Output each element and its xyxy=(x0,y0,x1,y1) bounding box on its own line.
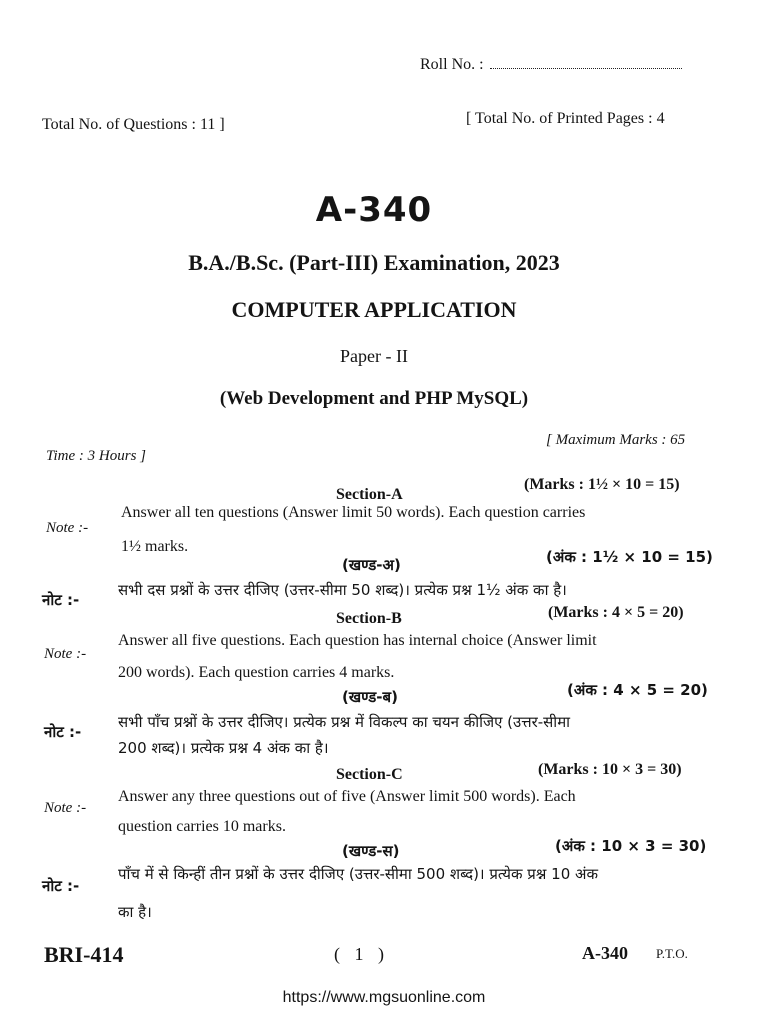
please-turn-over: P.T.O. xyxy=(656,946,688,961)
source-url: https://www.mgsuonline.com xyxy=(282,989,486,1006)
section-b-hindi-line2: 200 शब्द)। प्रत्येक प्रश्न 4 अंक का है। xyxy=(118,739,329,757)
section-a-note-line1: Answer all ten questions (Answer limit 50 words). Each question carries xyxy=(121,504,586,521)
section-c-marks: (Marks : 10 × 3 = 30) xyxy=(538,761,682,778)
time-allowed: Time : 3 Hours ] xyxy=(46,448,147,464)
maximum-marks: [ Maximum Marks : 65 xyxy=(546,432,686,448)
section-c-hindi-note-label: नोट :- xyxy=(42,877,80,895)
examination-title: B.A./B.Sc. (Part-III) Examination, 2023 xyxy=(188,250,560,275)
subject-title: COMPUTER APPLICATION xyxy=(231,297,517,322)
section-c-hindi-marks: (अंक : 10 × 3 = 30) xyxy=(555,837,707,855)
section-c-hindi-line1: पाँच में से किन्हीं तीन प्रश्नों के उत्तर दीजिए (उत्तर-सीमा 500 शब्द)। प्रत्येक प्रश्न 10 अंक xyxy=(118,865,598,883)
section-b-hindi-note-label: नोट :- xyxy=(44,723,82,741)
section-c-note-line2: question carries 10 marks. xyxy=(118,818,286,835)
footer-series-code: BRI-414 xyxy=(44,942,124,967)
section-b-heading: Section-B xyxy=(336,610,402,627)
section-c-note-label: Note :- xyxy=(44,800,87,816)
section-b-note-label: Note :- xyxy=(44,646,87,662)
section-a-hindi-line1: सभी दस प्रश्नों के उत्तर दीजिए (उत्तर-सीमा 50 शब्द)। प्रत्येक प्रश्न 1½ अंक का है। xyxy=(118,581,567,599)
section-b-hindi-heading: (खण्ड-ब) xyxy=(342,688,398,706)
section-c-hindi-heading: (खण्ड-स) xyxy=(342,842,400,860)
section-b-note-line2: 200 words). Each question carries 4 marks. xyxy=(118,664,395,681)
section-b-hindi-marks: (अंक : 4 × 5 = 20) xyxy=(567,681,708,699)
roll-number-line xyxy=(420,56,682,74)
section-a-marks: (Marks : 1½ × 10 = 15) xyxy=(524,476,680,493)
roll-number-label: Roll No. : xyxy=(420,56,484,73)
footer-paper-code: A-340 xyxy=(582,943,628,963)
paper-number: Paper - II xyxy=(340,346,408,366)
section-a-note-label: Note :- xyxy=(46,520,89,536)
roll-number-blank xyxy=(490,56,682,69)
section-c-note-line1: Answer any three questions out of five (Answer limit 500 words). Each xyxy=(118,788,576,805)
section-a-note-line2: 1½ marks. xyxy=(121,538,189,555)
section-a-hindi-heading: (खण्ड-अ) xyxy=(342,556,401,574)
paper-code-title: A-340 xyxy=(315,190,433,230)
section-a-hindi-note-label: नोट :- xyxy=(42,591,80,609)
section-a-hindi-marks: (अंक : 1½ × 10 = 15) xyxy=(546,548,713,566)
section-b-hindi-line1: सभी पाँच प्रश्नों के उत्तर दीजिए। प्रत्येक प्रश्न में विकल्प का चयन कीजिए (उत्तर-सीमा xyxy=(118,713,571,731)
total-printed-pages: [ Total No. of Printed Pages : 4 xyxy=(466,110,665,127)
page-number: ( 1 ) xyxy=(334,944,384,964)
section-a-heading: Section-A xyxy=(336,486,403,503)
section-b-marks: (Marks : 4 × 5 = 20) xyxy=(548,604,684,621)
section-c-heading: Section-C xyxy=(336,766,403,783)
total-questions: Total No. of Questions : 11 ] xyxy=(42,116,225,133)
paper-topic: (Web Development and PHP MySQL) xyxy=(219,388,529,409)
section-c-hindi-line2: का है। xyxy=(118,903,152,921)
section-b-note-line1: Answer all five questions. Each question has internal choice (Answer limit xyxy=(118,632,597,649)
